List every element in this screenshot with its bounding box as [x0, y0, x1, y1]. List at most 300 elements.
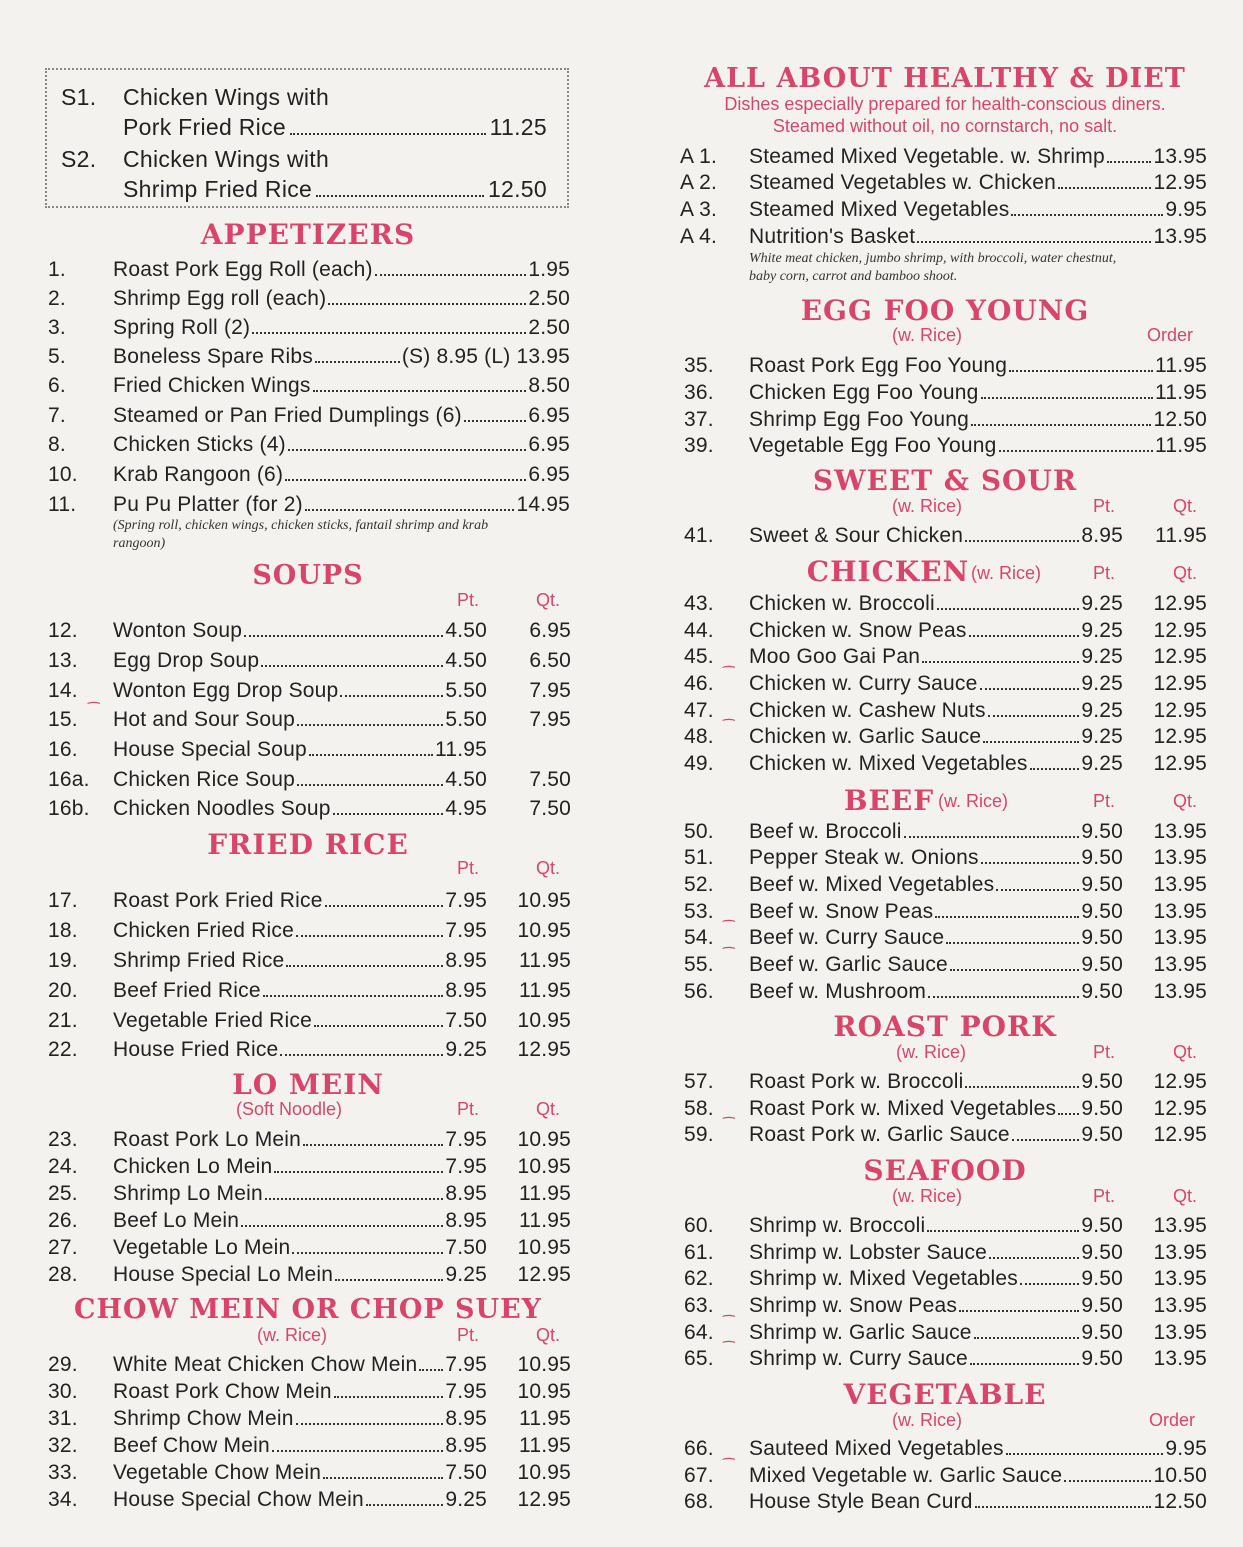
item-number: 8. [48, 433, 66, 456]
pint-price: 9.50 [1081, 1097, 1123, 1120]
beef-subtitle: (w. Rice) [938, 791, 1009, 811]
dot-leader [937, 608, 1079, 610]
item-number: 59. [684, 1123, 714, 1146]
item-number: 17. [48, 889, 78, 912]
item-price: (S) 8.95 (L) 13.95 [401, 345, 570, 368]
item-name: Shrimp w. Snow Peas [749, 1294, 958, 1317]
item-line [113, 708, 487, 732]
quart-label: Qt. [536, 590, 561, 610]
item-name: Chicken Lo Mein [113, 1155, 273, 1178]
item-number: 68. [684, 1490, 714, 1513]
item-name: Moo Goo Gai Pan [749, 645, 921, 668]
dot-leader [303, 1144, 443, 1146]
dot-leader [1058, 1113, 1079, 1115]
roast-pork-subtitle: (w. Rice) [896, 1042, 967, 1062]
seafood-row [684, 1267, 1207, 1293]
egg-foo-row [684, 408, 1207, 434]
special-s1-line2 [47, 114, 567, 144]
seafood-row [684, 1294, 1207, 1320]
item-name: Mixed Vegetable w. Garlic Sauce [749, 1464, 1063, 1487]
item-number: 51. [684, 846, 714, 869]
chili-pepper-icon: ⁀ [723, 1458, 735, 1474]
item-number: 16b. [48, 797, 90, 820]
fried-rice-row [48, 889, 571, 915]
quart-price: 12.95 [1153, 592, 1207, 615]
item-name: Steamed Mixed Vegetables [749, 198, 1010, 221]
item-number: 33. [48, 1461, 78, 1484]
pint-price: 7.95 [445, 1155, 487, 1178]
dot-leader [328, 303, 526, 305]
special-number: S1. [61, 84, 97, 110]
special-line1: Chicken Wings with [123, 84, 330, 110]
soup-row [48, 649, 571, 675]
dot-leader [1009, 370, 1153, 372]
quart-price: 13.95 [1153, 1321, 1207, 1344]
item-number: 66. [684, 1437, 714, 1460]
item-line [749, 725, 1123, 749]
healthy-row [680, 171, 1207, 197]
special-price: 12.50 [487, 176, 547, 202]
item-price: 11.95 [1155, 434, 1207, 457]
soups-heading: SOUPS [252, 560, 364, 591]
item-name: Chicken Noodles Soup [113, 797, 331, 820]
item-number: 14. [48, 679, 78, 702]
quart-price: 10.95 [517, 1353, 571, 1376]
pint-label: Pt. [1093, 791, 1116, 811]
chow-mein-heading: CHOW MEIN OR CHOP SUEY [74, 1294, 542, 1325]
vegetable-row [684, 1464, 1207, 1490]
item-line [113, 463, 570, 487]
item-number: 1. [48, 258, 66, 281]
quart-price: 12.95 [1153, 619, 1207, 642]
dot-leader [261, 665, 443, 667]
item-name: Vegetable Egg Foo Young [749, 434, 997, 457]
item-line [749, 699, 1123, 723]
quart-price: 11.95 [519, 1209, 571, 1232]
vegetable-row [684, 1437, 1207, 1463]
item-name: House Special Soup [113, 738, 307, 761]
dot-leader [989, 1257, 1079, 1259]
item-number: 36. [684, 381, 714, 404]
item-line [113, 679, 487, 703]
dot-leader [285, 479, 526, 481]
item-line [113, 797, 487, 821]
appetizer-row [48, 258, 570, 284]
item-line [113, 433, 570, 457]
dot-leader [999, 450, 1154, 452]
quart-price: 13.95 [1153, 873, 1207, 896]
pint-price: 5.50 [445, 708, 487, 731]
quart-label: Qt. [536, 858, 561, 878]
chow-mein-row [48, 1380, 571, 1406]
item-name: Chicken w. Cashew Nuts [749, 699, 986, 722]
chili-pepper-icon: ⁀ [723, 947, 735, 963]
item-name: Boneless Spare Ribs [113, 345, 313, 368]
pint-price: 8.95 [445, 979, 487, 1002]
pint-label: Pt. [457, 590, 480, 610]
quart-price: 12.95 [517, 1263, 571, 1286]
item-line [749, 408, 1207, 432]
healthy-row [680, 225, 1207, 251]
dot-leader [464, 420, 527, 422]
item-line [113, 1128, 487, 1152]
item-line [113, 374, 570, 398]
quart-price: 13.95 [1153, 1241, 1207, 1264]
item-line [113, 1488, 487, 1512]
healthy-heading: ALL ABOUT HEALTHY & DIET [704, 63, 1186, 94]
pint-price: 9.25 [1081, 619, 1123, 642]
item-name: Roast Pork Egg Roll (each) [113, 258, 373, 281]
quart-price: 10.95 [517, 889, 571, 912]
quart-price: 12.95 [1153, 645, 1207, 668]
quart-price: 10.95 [517, 919, 571, 942]
item-number: 63. [684, 1294, 714, 1317]
healthy-subtitle: Dishes especially prepared for health-conscious diners. [724, 94, 1166, 114]
item-line [113, 768, 487, 792]
item-number: 16. [48, 738, 78, 761]
item-number: 44. [684, 619, 714, 642]
chili-pepper-icon: ⁀ [723, 1341, 735, 1357]
quart-price: 13.95 [1153, 900, 1207, 923]
quart-label: Qt. [1173, 563, 1198, 583]
beef-heading: BEEF [843, 784, 935, 817]
dot-leader [965, 540, 1079, 542]
item-name: Fried Chicken Wings [113, 374, 311, 397]
item-line [113, 1155, 487, 1179]
item-price: 12.95 [1153, 171, 1207, 194]
dot-leader [946, 942, 1079, 944]
item-line [749, 145, 1207, 169]
item-name: Shrimp w. Mixed Vegetables [749, 1267, 1019, 1290]
item-line [113, 1353, 487, 1377]
item-price: 12.50 [1153, 408, 1207, 431]
item-number: 31. [48, 1407, 78, 1430]
pint-price: 5.50 [445, 679, 487, 702]
quart-price: 10.95 [517, 1155, 571, 1178]
specials-box [45, 68, 569, 208]
chicken-row [684, 645, 1207, 671]
dot-leader [1006, 1453, 1164, 1455]
dot-leader [280, 1054, 443, 1056]
chicken-row [684, 725, 1207, 751]
item-number: 48. [684, 725, 714, 748]
pint-price: 9.25 [1081, 725, 1123, 748]
quart-price: 13.95 [1153, 1214, 1207, 1237]
item-number: 29. [48, 1353, 78, 1376]
item-name: Shrimp w. Garlic Sauce [749, 1321, 972, 1344]
item-line [749, 1070, 1123, 1094]
dot-leader [1020, 1283, 1079, 1285]
dot-leader [917, 241, 1151, 243]
pint-price: 8.95 [445, 949, 487, 972]
item-price: 6.95 [528, 433, 570, 456]
item-name: Roast Pork w. Mixed Vegetables [749, 1097, 1057, 1120]
appetizer-row [48, 374, 570, 400]
dot-leader [316, 195, 484, 197]
chili-pepper-icon: ⁀ [723, 1117, 735, 1133]
item-price: 6.95 [528, 463, 570, 486]
item-price: 9.95 [1165, 198, 1207, 221]
chow-mein-row [48, 1461, 571, 1487]
item-number: 13. [48, 649, 78, 672]
pint-price: 9.50 [1081, 1123, 1123, 1146]
dot-leader [305, 509, 515, 511]
item-line [749, 381, 1207, 405]
lo-mein-subtitle: (Soft Noodle) [236, 1099, 343, 1119]
item-line [749, 645, 1123, 669]
item-number: 25. [48, 1182, 78, 1205]
dot-leader [313, 390, 527, 392]
item-number: A 4. [680, 225, 717, 248]
pint-price: 9.50 [1081, 1347, 1123, 1370]
dot-leader [309, 754, 433, 756]
sweet-sour-row [684, 524, 1207, 550]
item-price: 13.95 [1153, 145, 1207, 168]
soup-row [48, 619, 571, 645]
pint-price: 9.50 [1081, 1267, 1123, 1290]
item-line [113, 258, 570, 282]
quart-label: Qt. [536, 1099, 561, 1119]
lo-mein-row [48, 1128, 571, 1154]
item-line [113, 738, 487, 762]
pint-price: 8.95 [445, 1209, 487, 1232]
dot-leader [315, 361, 400, 363]
pint-price: 8.95 [445, 1182, 487, 1205]
item-price: 12.50 [1153, 1490, 1207, 1513]
pint-price: 4.50 [445, 649, 487, 672]
dot-leader [950, 969, 1079, 971]
dot-leader [980, 688, 1080, 690]
pint-price: 9.50 [1081, 873, 1123, 896]
item-line [113, 1380, 487, 1404]
item-name: Shrimp Egg roll (each) [113, 287, 327, 310]
item-line [749, 980, 1123, 1004]
item-number: 18. [48, 919, 78, 942]
pint-price: 9.25 [1081, 672, 1123, 695]
item-number: 26. [48, 1209, 78, 1232]
item-name: Shrimp Chow Mein [113, 1407, 294, 1430]
soup-row [48, 738, 571, 764]
appetizer-row [48, 287, 570, 313]
healthy-row [680, 145, 1207, 171]
dot-leader [290, 133, 486, 135]
beef-row [684, 926, 1207, 952]
item-price: 10.50 [1153, 1464, 1207, 1487]
item-name: Wonton Soup [113, 619, 243, 642]
special-line2: Pork Fried Rice [123, 114, 286, 140]
item-price: 13.95 [1153, 225, 1207, 248]
item-line [749, 953, 1123, 977]
egg-foo-subtitle: (w. Rice) [892, 325, 963, 345]
item-number: 15. [48, 708, 78, 731]
chow-mein-row [48, 1407, 571, 1433]
pint-price: 9.50 [1081, 820, 1123, 843]
pint-price: 9.25 [1081, 645, 1123, 668]
item-number: 57. [684, 1070, 714, 1093]
item-price: 2.50 [528, 316, 570, 339]
pint-label: Pt. [457, 858, 480, 878]
pint-label: Pt. [1093, 496, 1116, 516]
item-number: 28. [48, 1263, 78, 1286]
item-name: Vegetable Fried Rice [113, 1009, 312, 1032]
quart-price: 10.95 [517, 1236, 571, 1259]
item-name: Vegetable Chow Mein [113, 1461, 322, 1484]
pint-label: Pt. [457, 1325, 480, 1345]
dot-leader [272, 1450, 443, 1452]
item-number: 41. [684, 524, 714, 547]
item-price: 1.95 [528, 258, 570, 281]
item-line [749, 225, 1207, 249]
item-name: Beef w. Curry Sauce [749, 926, 945, 949]
special-line2: Shrimp Fried Rice [123, 176, 313, 202]
item-number: 34. [48, 1488, 78, 1511]
pint-price: 4.50 [445, 768, 487, 791]
dot-leader [296, 1423, 444, 1425]
item-number: 61. [684, 1241, 714, 1264]
sweet-sour-subtitle: (w. Rice) [892, 496, 963, 516]
item-name: Steamed or Pan Fried Dumplings (6) [113, 404, 462, 427]
pint-price: 7.95 [445, 1128, 487, 1151]
item-number: 2. [48, 287, 66, 310]
chicken-subtitle: (w. Rice) [971, 563, 1042, 583]
quart-label: Qt. [1173, 1186, 1198, 1206]
quart-price: 7.50 [529, 768, 571, 791]
pint-price: 4.95 [445, 797, 487, 820]
item-name: Nutrition's Basket [749, 225, 916, 248]
chow-mein-row [48, 1434, 571, 1460]
item-name: House Special Lo Mein [113, 1263, 334, 1286]
item-line [749, 672, 1123, 696]
dot-leader [325, 905, 444, 907]
item-line [749, 198, 1207, 222]
item-name: Spring Roll (2) [113, 316, 251, 339]
item-number: 23. [48, 1128, 78, 1151]
dot-leader [375, 274, 527, 276]
quart-price: 12.95 [1153, 1070, 1207, 1093]
item-line [749, 1267, 1123, 1291]
quart-price: 10.95 [517, 1128, 571, 1151]
appetizer-row [48, 463, 570, 489]
quart-price: 13.95 [1153, 1267, 1207, 1290]
item-name: Roast Pork Chow Mein [113, 1380, 332, 1403]
item-name: Wonton Egg Drop Soup [113, 679, 339, 702]
egg-foo-row [684, 434, 1207, 460]
dot-leader [996, 889, 1079, 891]
item-number: 52. [684, 873, 714, 896]
fried-rice-heading: FRIED RICE [207, 828, 409, 861]
dot-leader [297, 784, 443, 786]
item-price: 11.95 [1155, 354, 1207, 377]
item-number: 27. [48, 1236, 78, 1259]
item-name: Chicken Sticks (4) [113, 433, 286, 456]
chili-pepper-icon: ⁀ [88, 702, 100, 718]
item-line [749, 926, 1123, 950]
dot-leader [983, 741, 1079, 743]
soup-row [48, 768, 571, 794]
dot-leader [274, 1171, 443, 1173]
dot-leader [241, 1225, 443, 1227]
pint-price: 9.50 [1081, 1214, 1123, 1237]
dot-leader [969, 635, 1080, 637]
dot-leader [323, 1477, 443, 1479]
dot-leader [296, 935, 443, 937]
dot-leader [904, 836, 1080, 838]
quart-price: 10.95 [517, 1009, 571, 1032]
chicken-row [684, 752, 1207, 778]
chili-pepper-icon: ⁀ [723, 666, 735, 682]
lo-mein-row [48, 1236, 571, 1262]
appetizer-row [48, 404, 570, 430]
fried-rice-row [48, 949, 571, 975]
quart-price: 10.95 [517, 1380, 571, 1403]
pint-price: 7.95 [445, 1353, 487, 1376]
dot-leader [366, 1504, 443, 1506]
item-name: Beef w. Garlic Sauce [749, 953, 948, 976]
item-line [113, 1182, 487, 1206]
item-number: 5. [48, 345, 66, 368]
dot-leader [975, 1506, 1152, 1508]
item-name: Pu Pu Platter (for 2) [113, 493, 303, 516]
pint-price: 9.50 [1081, 1294, 1123, 1317]
special-s1 [47, 84, 567, 114]
item-price: 11.95 [1155, 381, 1207, 404]
item-line [113, 1009, 487, 1033]
quart-label: Qt. [1173, 496, 1198, 516]
pint-price: 9.50 [1081, 900, 1123, 923]
item-number: 19. [48, 949, 78, 972]
dot-leader [286, 965, 443, 967]
pint-price: 9.25 [445, 1488, 487, 1511]
item-line [113, 949, 487, 973]
appetizers-heading: APPETIZERS [200, 218, 416, 251]
item-line [113, 1209, 487, 1233]
item-line [749, 1123, 1123, 1147]
pint-label: Pt. [457, 1099, 480, 1119]
seafood-heading: SEAFOOD [863, 1154, 1027, 1187]
item-number: 3. [48, 316, 66, 339]
chicken-row [684, 619, 1207, 645]
dot-leader [928, 996, 1079, 998]
item-line [113, 1263, 487, 1287]
pint-price: 9.50 [1081, 926, 1123, 949]
chow-mein-row [48, 1353, 571, 1379]
pint-price: 9.25 [1081, 699, 1123, 722]
item-name: Roast Pork Egg Foo Young [749, 354, 1008, 377]
vegetable-row [684, 1490, 1207, 1516]
dot-leader [971, 424, 1151, 426]
pint-price: 7.95 [445, 919, 487, 942]
item-number: A 1. [680, 145, 717, 168]
lo-mein-row [48, 1263, 571, 1289]
item-name: Roast Pork Fried Rice [113, 889, 323, 912]
seafood-subtitle: (w. Rice) [892, 1186, 963, 1206]
item-name: Chicken w. Broccoli [749, 592, 935, 615]
item-line [113, 287, 570, 311]
dot-leader [244, 635, 443, 637]
chili-pepper-icon: ⁀ [723, 719, 735, 735]
item-name: Beef Lo Mein [113, 1209, 240, 1232]
item-line [113, 649, 487, 673]
item-number: 43. [684, 592, 714, 615]
sweet-sour-heading: SWEET & SOUR [812, 464, 1078, 497]
pint-price: 9.25 [1081, 592, 1123, 615]
pint-price: 7.50 [445, 1009, 487, 1032]
fried-rice-row [48, 1038, 571, 1064]
egg-foo-row [684, 381, 1207, 407]
seafood-row [684, 1321, 1207, 1347]
item-line [749, 1347, 1123, 1371]
pint-price: 9.50 [1081, 953, 1123, 976]
